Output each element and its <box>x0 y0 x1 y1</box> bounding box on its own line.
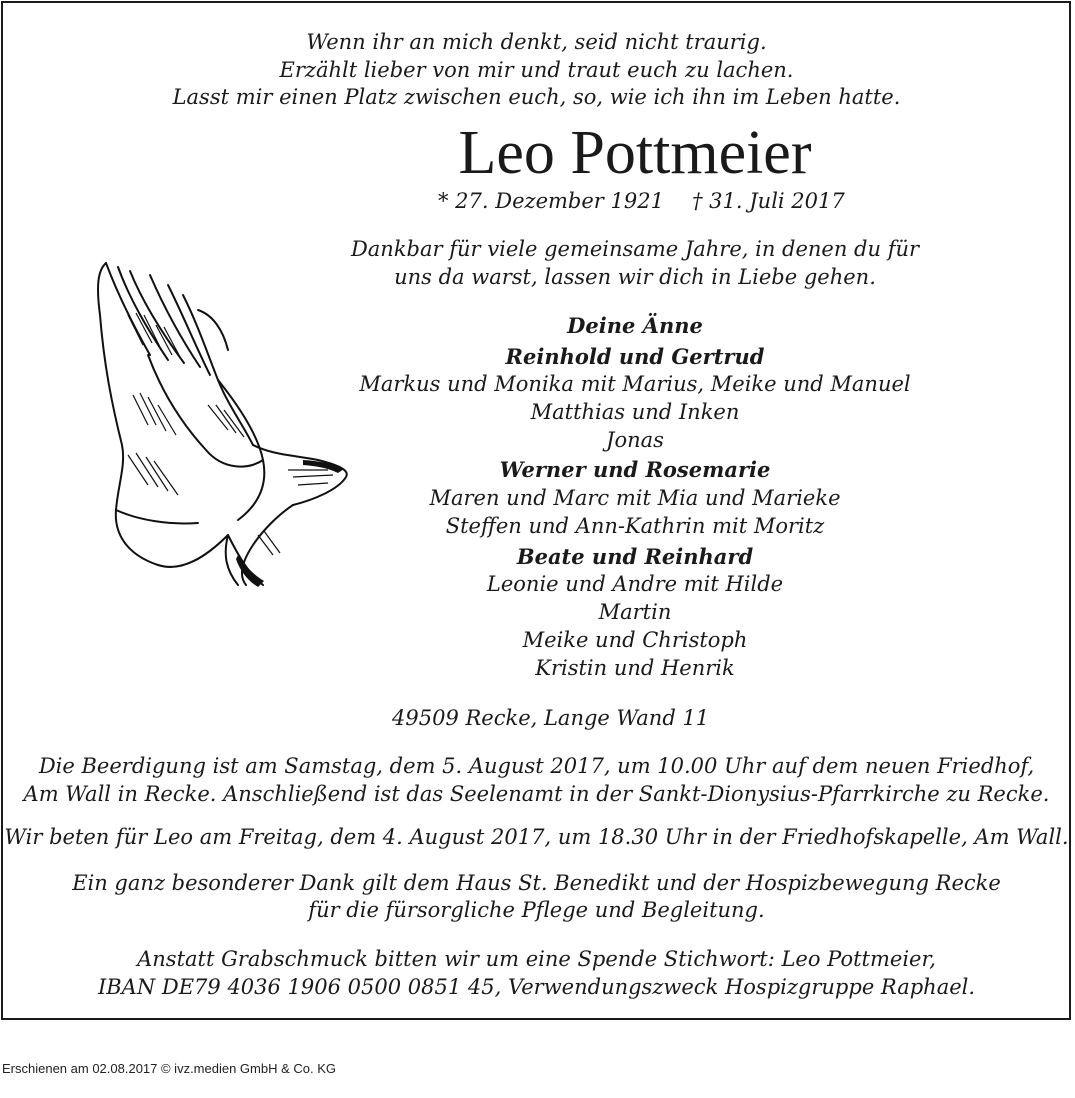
donation-line: Anstatt Grabschmuck bitten wir um eine Spende Stichwort: Leo Pottmeier, <box>137 947 936 971</box>
mourner-line: Deine Änne <box>567 313 703 338</box>
gratitude-line: Dankbar für viele gemeinsame Jahre, in denen du für <box>350 237 920 261</box>
funeral-line: Die Beerdigung ist am Samstag, dem 5. August 2017, um 10.00 Uhr auf dem neuen Friedhof, <box>38 754 1035 778</box>
thanks-line: Ein ganz besonderer Dank gilt dem Haus St. Benedikt und der Hospizbewegung Recke <box>72 871 1001 895</box>
poem-line: Erzählt lieber von mir und traut euch zu lachen. <box>279 58 794 82</box>
praying-hands-icon <box>88 255 353 590</box>
mourner-line: Reinhold und Gertrud <box>505 344 765 369</box>
mourner-line: Steffen und Ann-Kathrin mit Moritz <box>445 514 825 538</box>
death-date: † 31. Juli 2017 <box>692 189 845 213</box>
mourner-line: Kristin und Henrik <box>535 656 735 680</box>
poem-line: Lasst mir einen Platz zwischen euch, so, wie ich ihn im Leben hatte. <box>172 85 901 109</box>
mourner-line: Matthias und Inken <box>530 400 740 424</box>
mourner-line: Leonie und Andre mit Hilde <box>486 572 784 596</box>
mourner-line: Markus und Monika mit Marius, Meike und Manuel <box>359 372 911 396</box>
deceased-name: Leo Pottmeier <box>458 119 812 187</box>
mourner-line: Jonas <box>606 428 664 452</box>
donation-line: IBAN DE79 4036 1906 0500 0851 45, Verwendungszweck Hospizgruppe Raphael. <box>97 975 976 999</box>
poem-line: Wenn ihr an mich denkt, seid nicht traurig. <box>306 30 767 54</box>
mourner-line: Beate und Reinhard <box>516 544 754 569</box>
address: 49509 Recke, Lange Wand 11 <box>392 706 710 730</box>
funeral-line: Am Wall in Recke. Anschließend ist das Seelenamt in der Sankt-Dionysius-Pfarrkirche zu Recke. <box>23 782 1050 806</box>
gratitude-line: uns da warst, lassen wir dich in Liebe gehen. <box>394 265 876 289</box>
publication-footer: Erschienen am 02.08.2017 © ivz.medien GmbH & Co. KG <box>2 1061 337 1076</box>
thanks-line: für die fürsorgliche Pflege und Begleitung. <box>308 898 765 922</box>
mourner-line: Maren und Marc mit Mia und Marieke <box>429 486 841 510</box>
mourner-line: Meike und Christoph <box>522 628 748 652</box>
mourner-line: Werner und Rosemarie <box>499 457 771 482</box>
birth-date: * 27. Dezember 1921 <box>438 189 664 213</box>
prayer-line: Wir beten für Leo am Freitag, dem 4. August 2017, um 18.30 Uhr in der Friedhofskapelle, Am Wall. <box>4 825 1069 849</box>
mourner-line: Martin <box>598 600 672 624</box>
